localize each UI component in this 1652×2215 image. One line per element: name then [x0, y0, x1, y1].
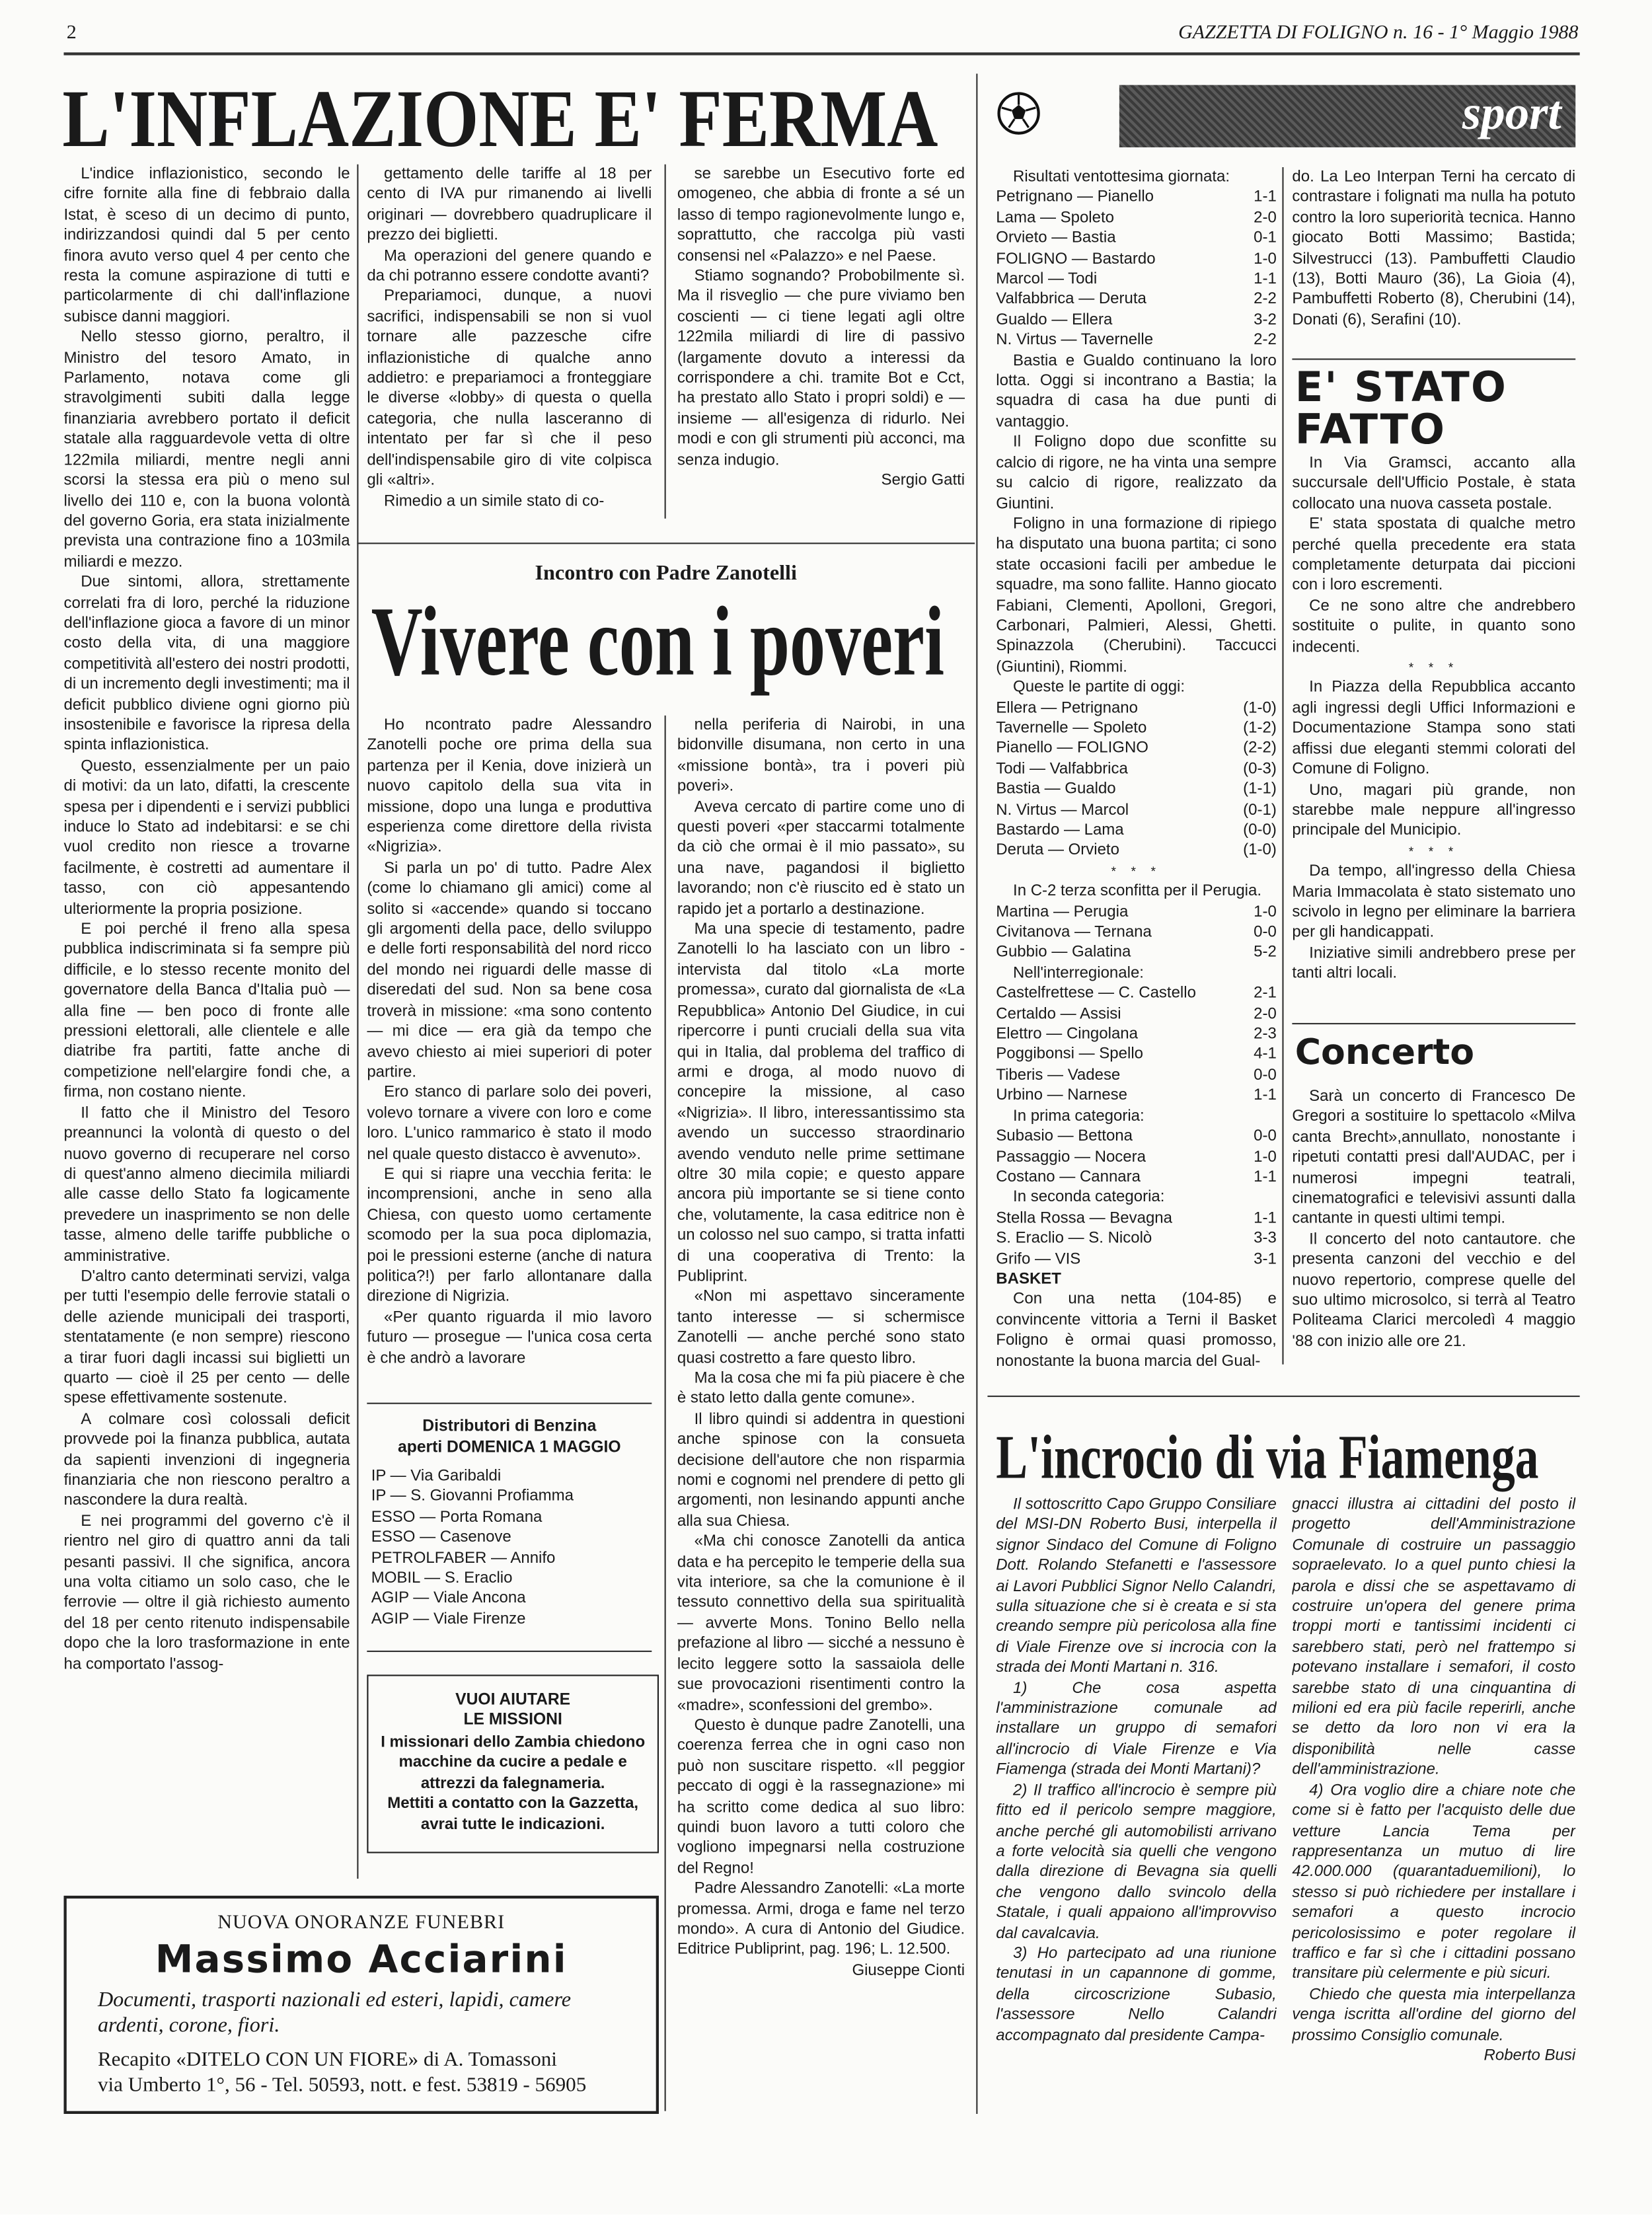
row-score: 0-0 [1254, 1067, 1277, 1084]
row-label: AGIP — Viale Ancona [371, 1590, 526, 1608]
list-row [371, 1487, 648, 1507]
row-label: Bastia — Gualdo [996, 780, 1116, 798]
distributori-title-line2: aperti DOMENICA 1 MAGGIO [398, 1439, 621, 1456]
paragraph: 3) Ho partecipato ad una riunione tenutasi in un capannone di gomme, della circoscrizione Subasio, l'assessore Nello Calandri accompagnato dal presidente Campa- [996, 1945, 1277, 2044]
paragraph: gettamento delle tariffe al 18 per cento di IVA pur rimanendo ai livelli originari — dovrebbero quadruplicare il prezzo dei biglietti. [367, 165, 652, 244]
funebri-kicker: NUOVA ONORANZE FUNEBRI [217, 1912, 506, 1934]
funebri-services: Documenti, trasporti nazionali ed esteri, lapidi, camere ardenti, corone, fiori. [97, 1989, 572, 2038]
paragraph: Questo, essenzialmente per un paio di motivi: da un lato, difatti, la crescente spesa per i dipendenti e i servizi pubblici induce lo Stato ad indebitarsi: e se chi vuol credito non riesce a trovarne facilmente, è costretti ad aumentare il tasso, con ciò appesantendo ulteriormente la propria posizione. [63, 757, 350, 918]
paragraph: E nei programmi del governo c'è il rientro nel giro di quattro anni da tali pesanti passivi. Il che significa, ancora una volta citiamo un solo caso, che le ferrovie — oltre il già richiesto aumento del 18 per cento ritenuto indispensabile dopo che la loro trasformazione in ente ha comportato l'assog- [63, 1513, 350, 1673]
row-score: 1-0 [1254, 250, 1277, 268]
missioni-title-line2: LE MISSIONI [463, 1711, 562, 1729]
inflazione-col3 [677, 165, 965, 521]
stato-fatto-body [1292, 453, 1575, 1014]
fiamenga-col7 [1292, 1495, 1575, 2118]
funebri-name: Massimo Acciarini [155, 1938, 568, 1982]
list-row [996, 249, 1277, 270]
row-label: Castelfrettese — C. Castello [996, 985, 1196, 1002]
paragraph: Iniziative simili andrebbero prese per tanti altri locali. [1292, 944, 1576, 983]
row-label: Todi — Valfabbrica [996, 760, 1128, 778]
row-score: 4-1 [1254, 1046, 1277, 1064]
zanotelli-kicker: Incontro con Padre Zanotelli [535, 562, 797, 585]
row-score: 2-3 [1254, 1026, 1277, 1043]
list-row [996, 310, 1277, 330]
list-row [996, 330, 1277, 351]
list-row [996, 922, 1277, 943]
column-rule [665, 716, 666, 2111]
row-score: (1-1) [1243, 780, 1277, 798]
paragraph: Stiamo sognando? Probobilmente sì. Ma il risveglio — che pure viviamo ben coscienti — ci tiene legati agli oltre 122mila miliardi di lire di passivo (largamente dovuto a interessi da corrispondere a chi. tramite Bot e Cct, ha prestato allo Stato i propri soldi) e — insieme — all'esigenza di ridurlo. Nei modi e con gli strumenti più acconci, ma senza indugio. [677, 268, 965, 469]
list-row [996, 820, 1277, 841]
paragraph: In Via Gramsci, accanto alla succursale dell'Ufficio Postale, è stata collocato una nuova casseta postale. [1292, 455, 1576, 513]
row-label: Bastardo — Lama [996, 821, 1124, 839]
paragraph: D'altro canto determinati servizi, valga per tutti l'esempio delle ferrovie statali o delle aziende municipali dei trasporti, stentatamente (e non sempre) riescono a tirar fuori dagli incassi sui biglietti un quarto — cioè il 25 per cento — delle spese effettivamente sostenute. [63, 1267, 350, 1408]
row-label: Marcol — Todi [996, 270, 1098, 288]
list-row [996, 269, 1277, 289]
masthead: GAZZETTA DI FOLIGNO n. 16 - 1° Maggio 1988 [1178, 22, 1579, 44]
list-row [996, 759, 1277, 780]
paragraph: L'indice inflazionistico, secondo le cifre fornite alla fine di febbraio dalla Istat, è sceso di un decimo di punto, indirizzandosi quindi dal 5 per cento finora avuto verso quel 4 per cento che resta la comune aspirazione di tutti e particolarmente di chi dall'inflazione subisce danni maggiori. [63, 165, 350, 326]
paragraph: Aveva cercato di partire come uno di questi poveri «per staccarmi totalmente da ciò che ormai è il mio passato», su una nave, pagandosi il biglietto lavorando; non c'è riuscito ed è stato un rapido jet a portarlo a destinazione. [677, 798, 965, 918]
byline: Sergio Gatti [881, 472, 965, 489]
list-row [996, 1065, 1277, 1086]
paragraph: Il Foligno dopo due sconfitte su calcio di rigore, ne ha vinta una sempre su calcio di rigore, realizzato da Giuntini. [996, 433, 1277, 513]
list-row [996, 698, 1277, 718]
row-score: 0-0 [1254, 924, 1277, 941]
paragraph: Il fatto che il Ministro del Tesoro preannunci la volontà di questo o del nuovo governo di recuperare nel corso di quest'anno almeno diecimila miliardi alle casse dello Stato fa logicamente prevedere un inasprimento se non delle tasse, almeno delle tariffe pubbliche o amministrative. [63, 1104, 350, 1265]
section-rule [1292, 1023, 1575, 1024]
row-label: PETROLFABER — Annifo [371, 1549, 556, 1567]
list-row [996, 943, 1277, 963]
list-row [996, 229, 1277, 249]
paragraph: Padre Alessandro Zanotelli: «La morte promessa. Armi, droga e fame nel terzo mondo». A cura di Antonio del Giudice. Editrice Publiprint, pag. 196; L. 12.500. [677, 1880, 965, 1959]
row-label: Passaggio — Nocera [996, 1148, 1146, 1166]
row-label: IP — S. Giovanni Profiamma [371, 1488, 574, 1505]
separator-stars: * * * [1408, 844, 1459, 858]
row-label: Tavernelle — Spoleto [996, 720, 1147, 737]
list-row [996, 1127, 1277, 1147]
row-label: N. Virtus — Marcol [996, 801, 1129, 819]
paragraph: Il sottoscritto Capo Gruppo Consiliare del MSI-DN Roberto Busi, interpella il signor Sindaco del Comune di Foligno Dott. Rolando Stefanetti e l'assessore ai Lavori Pubblici Signor Nello Calandri, sulla situazione che si è creata e si sta creando sempre più pericolosa alla fine di Viale Firenze ove si incrocia con la strada dei Monti Martani n. 316. [996, 1496, 1277, 1677]
row-label: AGIP — Viale Firenze [371, 1610, 526, 1628]
list-row [996, 841, 1277, 861]
row-score: (0-0) [1243, 821, 1277, 839]
paragraph: A colmare così colossali deficit provvede poi la finanza pubblica, autata da sapienti invenzioni di ingegneria finanziaria che non riescono peraltro a nascondere la dura realtà. [63, 1411, 350, 1510]
list-row [996, 718, 1277, 739]
paragraph: In Piazza della Repubblica accanto agli ingressi degli Uffici Informazioni e Documentazione Stampa sono stati affissi due eleganti stemmi colorati del Comune di Foligno. [1292, 679, 1576, 778]
row-label: Grifo — VIS [996, 1250, 1081, 1267]
list-row [371, 1507, 648, 1528]
list-row [996, 1168, 1277, 1188]
row-score: 0-0 [1254, 1127, 1277, 1145]
paragraph: Ma operazioni del genere quando e da chi potranno essere condotte avanti? [367, 247, 652, 285]
list-row [996, 208, 1277, 229]
row-label: Petrignano — Pianello [996, 189, 1154, 206]
distributori-title-line1: Distributori di Benzina [422, 1418, 597, 1435]
section-rule [357, 543, 975, 544]
row-score: 5-2 [1254, 944, 1277, 961]
list-row [996, 1004, 1277, 1024]
subheading: Risultati ventottesima giornata: [1013, 169, 1230, 186]
list-row [996, 739, 1277, 759]
row-score: 2-2 [1254, 291, 1277, 309]
section-rule [1292, 358, 1575, 359]
paragraph: Ce ne sono altre che andrebbero sostituite o pulite, in quanto sono indecenti. [1292, 597, 1576, 656]
subheading: Nell'interregionale: [1013, 964, 1144, 982]
row-score: 1-0 [1254, 1148, 1277, 1166]
paragraph: Nello stesso giorno, peraltro, il Ministro del tesoro Amato, in Parlamento, notava come gli stravolgimenti subiti dalla legge finanziaria avrebbero portato il deficit statale alla ragguardevole vetta di oltre 122mila miliardi, mentre negli anni scorsi la stessa era più o meno sul livello dei 110 e, con la buona volontà del governo Goria, era stata inizialmente prevista una contrazione fino a 103mila miliardi e mezzo. [63, 328, 350, 571]
zanotelli-col3 [677, 716, 965, 2119]
row-label: Valfabbrica — Deruta [996, 291, 1146, 309]
paragraph: 4) Ora voglio dire a chiare note che come si è fatto per l'acquisto delle due vetture Lancia Tema per rappresentanza un mutuo di lire 42.000.000 (quarantaduemilioni), lo stesso si può richiedere per installare i semafori a questo incrocio pericolosissimo e poter regolare il traffico e far sì che i cittadini possano transitare più celermente e più sicuri. [1292, 1782, 1576, 1983]
row-score: (1-0) [1243, 842, 1277, 860]
list-row [371, 1589, 648, 1609]
paragraph: Ero stanco di parlare solo dei poveri, volevo tornare a vivere con loro e come loro. L'unico rammarico è stato il modo nel quale questo distacco è avvenuto». [367, 1084, 652, 1163]
headline-zanotelli: Vivere con i poveri [371, 587, 945, 697]
list-row [996, 902, 1277, 922]
byline: Roberto Busi [1483, 2047, 1576, 2064]
row-score: 1-1 [1254, 1209, 1277, 1227]
row-score: 2-0 [1254, 1005, 1277, 1023]
paragraph: E poi perché il freno alla spesa pubblica indiscriminata si fa sempre più difficile, e lo stesso recente monito del governatore della Banca d'Italia può — alla fine — ben poco di fronte alle pressioni elettorali, alle clientele e alle diatribe fra partiti, fatte anche di competizione nell'elargire fondi che, a firma, non costano niente. [63, 920, 350, 1102]
zanotelli-col2 [367, 716, 652, 1367]
list-row [996, 1045, 1277, 1065]
sport-label: sport [1462, 87, 1561, 141]
paragraph: Prepariamoci, dunque, a nuovi sacrifici, indispensabili se non si vuol tornare alle pazzesche cifre inflazionistiche di qualche anno addietro: e prepariamoci a fronteggiare le diverse «lobby» di questa o quella categoria, che nulla lasceranno di intentato per far sì che il peso dell'indispensabile giro di vite colpisca gli «altri». [367, 288, 652, 489]
list-row [996, 1208, 1277, 1228]
paragraph: Ma la cosa che mi fa più piacere è che è stato letto dalla gente comune». [677, 1370, 965, 1408]
missioni-title-line1: VUOI AIUTARE [455, 1692, 571, 1709]
row-score: 1-0 [1254, 903, 1277, 920]
column-rule [1282, 167, 1283, 1365]
row-label: ESSO — Porta Romana [371, 1509, 543, 1526]
list-row [996, 984, 1277, 1004]
list-row [996, 1147, 1277, 1168]
paragraph: Si parla un po' di tutto. Padre Alex (come lo chiamano gli amici) come al solito si «accende» quando si toccano gli argomenti della pace, dello sviluppo e delle forti responsabilità del nord ricco del mondo nei riguardi delle masse di diseredati del sud. Non sa bene cosa troverà in missione: «ma sono contento — mi dice — era già da tempo che avevo chiesto ai miei superiori di poter partire. [367, 860, 652, 1081]
list-row [996, 1228, 1277, 1249]
row-score: (1-2) [1243, 720, 1277, 737]
list-row [371, 1609, 648, 1630]
stato-fatto-title-line2: FATTO [1295, 405, 1446, 454]
row-score: 0-1 [1254, 229, 1277, 247]
row-label: Certaldo — Assisi [996, 1005, 1121, 1023]
list-row [371, 1569, 648, 1589]
row-score: (0-3) [1243, 760, 1277, 778]
column-rule [665, 165, 666, 519]
fiamenga-col6 [996, 1495, 1277, 2118]
row-score: (0-1) [1243, 801, 1277, 819]
row-score: 1-1 [1254, 189, 1277, 206]
separator-stars: * * * [1111, 864, 1162, 878]
paragraph: Il libro quindi si addentra in questioni anche spinose con la consueta decisione dell'autore che non risparmia nomi e cognomi nel prendere di petto gli argomenti, non lesinando appunti anche alla sua Chiesa. [677, 1411, 965, 1530]
paragraph: «Per quanto riguarda il mio lavoro futuro — prosegue — l'unica cosa certa è che andrò a lavorare [367, 1308, 652, 1367]
paragraph: In C-2 terza sconfitta per il Perugia. [1013, 883, 1262, 900]
list-row [996, 289, 1277, 310]
paragraph: gnacci illustra ai cittadini del posto il progetto dell'Amministrazione Comunale di costruire un passaggio sopraelevato. Io a quel punto chiesi la parola e dissi che se aspettavamo di costruire un'opera del genere prima troppi morti e tantissimi incidenti ci sarebbero stati, però nel frattempo si potevano installare i semafori, il costo sarebbe stato di una cinquantina di milioni ed era più facile reperirli, anche se detto da loro non vi era la disponibilità nelle casse dell'amministrazione. [1292, 1496, 1576, 1779]
row-label: IP — Via Garibaldi [371, 1468, 502, 1485]
row-score: 3-3 [1254, 1230, 1277, 1248]
funebri-line2: via Umberto 1°, 56 - Tel. 50593, nott. e fest. 53819 - 56905 [97, 2074, 587, 2097]
row-score: (1-0) [1243, 699, 1277, 716]
paragraph: Chiedo che questa mia interpellanza venga iscritta all'ordine del giorno del prossimo Consiglio comunale. [1292, 1986, 1576, 2044]
list-row [996, 780, 1277, 800]
paragraph: Ma una specie di testamento, padre Zanotelli lo ha lasciato con un libro - intervista dal titolo «La morte promessa», curato dal giornalista de «La Repubblica» Antonio Del Giudice, in cui ripercorre i punti cruciali della sua vita qui in Italia, dal problema del traffico di armi e droga, al modo nuovo di concepire la missione, al caso «Nigrizia». Il libro, interessantissimo sta avendo un successo straordinario avendo venduto nelle prime settimane oltre 30 mila copie; e questo appare ancora più importante se si tiene conto che, volutamente, la casa editrice non è un colosso nel suo campo, si tratta infatti di una cooperativa di Trento: la Publiprint. [677, 920, 965, 1285]
row-score: 1-1 [1254, 1087, 1277, 1104]
paragraph: «Non mi aspettavo sinceramente tanto interesse — si schermisce Zanotelli — anche perché sono stato quasi costretto a fare questo libro. [677, 1288, 965, 1367]
header-rule [63, 52, 1579, 55]
paragraph: Questo è dunque padre Zanotelli, una coerenza ferrea che in ogni caso non può non suscitare rispetto. «Il peggior peccato di oggi è la rassegnazione» mi ha scritto come dedica al suo libro: quindi buon lavoro a tutti coloro che vogliono impegnarsi nella costruzione del Regno! [677, 1717, 965, 1877]
list-row [996, 800, 1277, 821]
box-rule [367, 1651, 652, 1652]
paragraph: Uno, magari più grande, non starebbe male neppure all'ingresso principale del Municipio. [1292, 781, 1576, 839]
page-number: 2 [66, 22, 77, 44]
paragraph: Sarà un concerto di Francesco De Gregori a sostituire lo spettacolo «Milva canta Brecht»,annullato, nonostante i ripetuti contatti presi dall'AUDAC, per i numerosi impegni teatrali, cinematografici e televisivi assunti dalla cantante in questi ultimi tempi. [1292, 1088, 1576, 1228]
row-score: 2-1 [1254, 985, 1277, 1002]
byline: Giuseppe Cionti [852, 1962, 965, 1979]
list-row [371, 1548, 648, 1569]
row-label: Deruta — Orvieto [996, 842, 1119, 860]
inflazione-col2 [367, 165, 652, 521]
row-label: Costano — Cannara [996, 1168, 1141, 1186]
list-row [371, 1528, 648, 1548]
paragraph: Con una netta (104-85) e convincente vittoria a Terni il Basket Foligno è ormai quasi promosso, nonostante la buona marcia del Gual- [996, 1291, 1277, 1370]
subheading: Queste le partite di oggi: [1013, 679, 1185, 696]
section-rule [987, 1396, 1579, 1397]
row-score: 3-1 [1254, 1250, 1277, 1267]
list-row [996, 188, 1277, 208]
paragraph: Il concerto del noto cantautore. che presenta canzoni del vecchio e del nuovo repertorio, comprese quelle del suo ultimo microsolco, si terrà al Teatro Politeama Clarici mercoledì 4 maggio '88 con inizio alle ore 21. [1292, 1230, 1576, 1351]
paragraph: Due sintomi, allora, strettamente correlati fra di loro, perché la riduzione dell'inflazione gioca a favore di un minor costo della vita, di una maggiore competitività all'estero dei nostri prodotti, di un incremento degli investimenti; ma il deficit pubblico diviene ogni giorno più insostenibile e favorisce la ripresa della spinta inflazionistica. [63, 574, 350, 755]
paragraph: Rimedio a un simile stato di co- [384, 492, 605, 509]
football-icon [996, 91, 1041, 136]
row-label: Tiberis — Vadese [996, 1067, 1121, 1084]
row-label: Orvieto — Bastia [996, 229, 1116, 247]
row-label: Lama — Spoleto [996, 209, 1114, 227]
list-row [371, 1466, 648, 1487]
funebri-ad [63, 1896, 659, 2114]
paragraph: E' stata spostata di qualche metro perché quella precedente era stata completamente deturpata dai piccioni con i loro escrementi. [1292, 515, 1576, 595]
paragraph: 2) Il traffico all'incrocio è sempre più fitto ed il pericolo sempre maggiore, anche perché gli automobilisti arrivano a forte velocità sia quelli che vengono dalla direzione di Bevagna sia quelli che vengono dallo svincolo della Statale, i quali appaiono all'improvviso dal cavalcavia. [996, 1782, 1277, 1942]
row-label: N. Virtus — Tavernelle [996, 332, 1154, 349]
paragraph: E qui si riapre una vecchia ferita: le incomprensioni, anche in seno alla Chiesa, con questo uomo certamente scomodo per la sua poca diplomazia, poi le pressioni esterne (anche di natura politica?!) per farlo allontanare dalla direzione di Nigrizia. [367, 1166, 652, 1306]
row-score: 1-1 [1254, 1168, 1277, 1186]
funebri-line1: Recapito «DITELO CON UN FIORE» di A. Tomassoni [97, 2048, 557, 2072]
list-row [996, 1024, 1277, 1045]
row-label: Urbino — Narnese [996, 1087, 1127, 1104]
concerto-title: Concerto [1295, 1031, 1475, 1073]
subheading: In prima categoria: [1013, 1108, 1145, 1125]
row-label: Elettro — Cingolana [996, 1026, 1138, 1043]
missioni-box [367, 1674, 659, 1853]
paragraph: do. La Leo Interpan Terni ha cercato di contrastare i folignati ma nulla ha potuto contro la loro superiorità tecnica. Hanno giocato Botti Massimo; Bastida; Silvestrucci (13). Pambuffetti Claudio (13), Botti Mauro (36), La Gioia (4), Pambuffetti Roberto (8), Cherubini (14), Donati (6), Serafini (10). [1292, 169, 1576, 329]
list-row [996, 1086, 1277, 1106]
sport-col4 [996, 167, 1277, 1383]
section-label: BASKET [996, 1271, 1061, 1288]
headline-fiamenga: L'incrocio di via Fiamenga [996, 1422, 1539, 1492]
paragraph: se sarebbe un Esecutivo forte ed omogeneo, che abbia di fronte a sé un lasso di tempo ragionevolmente lungo e, soprattutto, che raccolga più vasti consensi nel «Palazzo» e nel Paese. [677, 165, 965, 265]
paragraph: Da tempo, all'ingresso della Chiesa Maria Immacolata è stato sistemato uno scivolo in legno per eliminare la barriera per gli handicappati. [1292, 863, 1576, 942]
paragraph: Bastia e Gualdo continuano la loro lotta. Oggi si incontrano a Bastia; la squadra di casa ha due punti di vantaggio. [996, 352, 1277, 431]
paragraph: nella periferia di Nairobi, in una bidonville disumana, non certo in una «missione bontà», tra i poveri più poveri». [677, 716, 965, 796]
row-label: Civitanova — Ternana [996, 924, 1152, 941]
row-score: 2-0 [1254, 209, 1277, 227]
paragraph: Ho ncontrato padre Alessandro Zanotelli poche ore prima della sua partenza per il Kenia, dove inizierà un nuovo capitolo della sua vita in missione, dopo una lunga e produttiva esperienza come direttore della rivista «Nigrizia». [367, 716, 652, 856]
sport-col5 [1292, 167, 1575, 352]
distributori-list [371, 1466, 648, 1636]
list-row [996, 1249, 1277, 1269]
stato-fatto-title [1295, 362, 1507, 454]
missioni-body2: Mettiti a contatto con la Gazzetta, avrai tutte le indicazioni. [387, 1795, 639, 1833]
row-score: (2-2) [1243, 740, 1277, 757]
paragraph: Foligno in una formazione di ripiego ha disputato una buona partita; ci sono state occasioni facili per ambedue le squadre, ma sono fallite. Hanno giocato Fabiani, Clementi, Apolloni, Gregori, Carbonari, Palmieri, Alessi, Ghetti. Spinazzola (Cherubini). Taccucci (Giuntini), Riommi. [996, 515, 1277, 676]
box-rule [367, 1403, 652, 1404]
headline-inflazione: L'INFLAZIONE E' FERMA [62, 72, 938, 165]
row-label: Martina — Perugia [996, 903, 1129, 920]
stato-fatto-title-line1: E' STATO [1295, 362, 1507, 411]
row-label: Stella Rossa — Bevagna [996, 1209, 1172, 1227]
paragraph: «Ma chi conosce Zanotelli da antica data e ha percepito le temperie della sua vita interiore, sa che la comunione è il tessuto connettivo della sua spiritualità — avverte Mons. Tonino Bello nella prefazione al libro — sicché a nessuno è lecito leggere sotto la sassaiola delle sue provocazioni risentimenti contro la «madre», sconfessioni del grembo». [677, 1533, 965, 1714]
paragraph: 1) Che cosa aspetta l'amministrazione comunale ad installare un gruppo di semafori all'incrocio di Viale Firenze e Via Fiamenga (strada dei Monti Martani)? [996, 1680, 1277, 1779]
section-divider [976, 73, 977, 2114]
row-label: MOBIL — S. Eraclio [371, 1569, 513, 1587]
row-label: S. Eraclio — S. Nicolò [996, 1230, 1152, 1248]
row-label: Gualdo — Ellera [996, 311, 1113, 329]
separator-stars: * * * [1408, 660, 1459, 675]
row-label: Gubbio — Galatina [996, 944, 1131, 961]
row-score: 3-2 [1254, 311, 1277, 329]
missioni-title [368, 1690, 657, 1730]
row-score: 1-1 [1254, 270, 1277, 288]
row-label: Ellera — Petrignano [996, 699, 1138, 716]
row-label: Pianello — FOLIGNO [996, 740, 1148, 757]
row-label: Subasio — Bettona [996, 1127, 1133, 1145]
row-score: 2-2 [1254, 332, 1277, 349]
column-rule [357, 165, 358, 1879]
inflazione-col1 [63, 165, 350, 1882]
sport-section-header [1119, 85, 1575, 147]
row-label: ESSO — Casenove [371, 1528, 511, 1546]
row-label: Poggibonsi — Spello [996, 1046, 1144, 1064]
missioni-body1: I missionari dello Zambia chiedono macchine da cucire a pedale e attrezzi da falegnameria. [381, 1734, 646, 1792]
distributori-title [367, 1417, 652, 1458]
concerto-body [1292, 1087, 1575, 1370]
row-label: FOLIGNO — Bastardo [996, 250, 1156, 268]
subheading: In seconda categoria: [1013, 1189, 1165, 1207]
